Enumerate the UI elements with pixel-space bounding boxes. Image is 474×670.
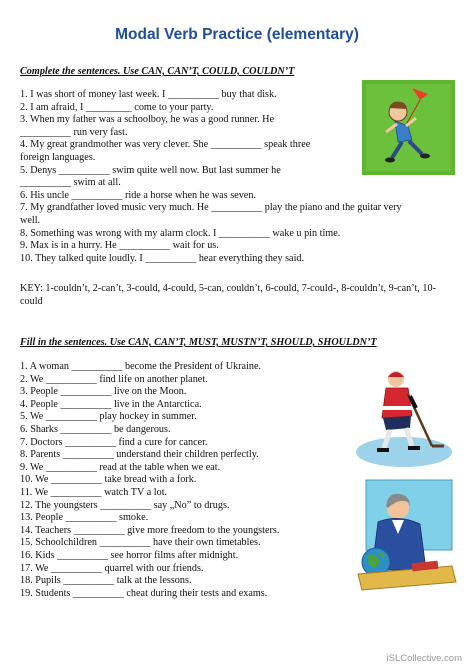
sentence-line: 5. Denys __________ swim quite well now. But last summer he — [20, 164, 281, 176]
fill-sentence-line: 6. Sharks __________ be dangerous. — [20, 423, 171, 435]
fill-sentence-line: 14. Teachers __________ give more freedom to the youngsters. — [20, 524, 280, 536]
fill-sentence-line: 15. Schoolchildren __________ have their own timetables. — [20, 537, 261, 549]
sentence-line: 3. When my father was a schoolboy, he was a good runner. He — [20, 114, 275, 126]
fill-sentence-line: 12. The youngsters __________ say „No” to drugs. — [20, 499, 230, 511]
section2-heading: Fill in the sentences. Use CAN, CAN’T, MUST, MUSTN’T, SHOULD, SHOULDN’T — [20, 337, 377, 348]
fill-sentence-line: 16. Kids __________ see horror films after midnight. — [20, 549, 239, 561]
fill-sentence-line: 8. Parents __________ understand their children perfectly. — [20, 449, 259, 461]
fill-sentence-line: 3. People __________ live on the Moon. — [20, 386, 187, 398]
section1-sentences — [20, 89, 402, 265]
sentence-line: 7. My grandfather loved music very much. He __________ play the piano and the guitar very — [20, 202, 402, 214]
fill-sentence-line: 18. Pupils __________ talk at the lessons. — [20, 575, 192, 587]
fill-sentence-line: 17. We __________ quarrel with our friends. — [20, 562, 204, 574]
fill-sentence-line: 19. Students __________ cheat during their tests and exams. — [20, 587, 268, 599]
fill-sentence-line: 13. People __________ smoke. — [20, 512, 149, 524]
sentence-line: 6. His uncle __________ ride a horse when he was seven. — [20, 189, 256, 201]
fill-sentence-line: 2. We __________ find life on another planet. — [20, 373, 208, 385]
sentence-line: 8. Something was wrong with my alarm clock. I __________ wake u pin time. — [20, 227, 341, 239]
fill-sentence-line: 5. We __________ play hockey in summer. — [20, 411, 197, 423]
sentence-line: 1. I was short of money last week. I __________ buy that disk. — [20, 89, 277, 100]
fill-sentence-line: 11. We __________ watch TV a lot. — [20, 486, 168, 498]
sentence-line: __________ swim at all. — [20, 177, 121, 189]
sentence-line: well. — [20, 214, 41, 226]
hockey-player-icon — [352, 364, 452, 474]
answer-key: KEY: 1-couldn’t, 2-can’t, 3-could, 4-could, 5-can, couldn’t, 6-could, 7-could-, 8-couldn’t, 9-can’t, 10-could — [20, 283, 436, 307]
sentence-line: __________ run very fast. — [20, 126, 128, 138]
worksheet-title: Modal Verb Practice (elementary) — [115, 26, 359, 43]
section1-heading: Complete the sentences. Use CAN, CAN’T, COULD, COULDN’T — [20, 66, 295, 77]
sentence-line: 9. Max is in a hurry. He __________ wait for us. — [20, 240, 219, 252]
fill-sentence-line: 4. People __________ live in the Antarctica. — [20, 398, 202, 410]
fill-sentence-line: 10. We __________ take bread with a fork. — [20, 474, 197, 486]
sentence-line: 4. My great grandmother was very clever. She __________ speak three — [20, 139, 311, 151]
teacher-with-globe-icon — [348, 478, 458, 601]
site-watermark: iSLCollective.com — [386, 653, 462, 664]
fill-sentence-line: 1. A woman __________ become the President of Ukraine. — [20, 361, 262, 372]
section2-sentences — [20, 361, 320, 600]
boy-with-kite-icon — [362, 80, 455, 180]
sentence-line: foreign languages. — [20, 151, 96, 163]
sentence-line: 10. They talked quite loudly. I __________ hear everything they said. — [20, 252, 305, 264]
fill-sentence-line: 7. Doctors __________ find a cure for cancer. — [20, 436, 208, 448]
fill-sentence-line: 9. We __________ read at the table when we eat. — [20, 461, 221, 473]
sentence-line: 2. I am afraid, I _________ come to your party. — [20, 101, 214, 113]
